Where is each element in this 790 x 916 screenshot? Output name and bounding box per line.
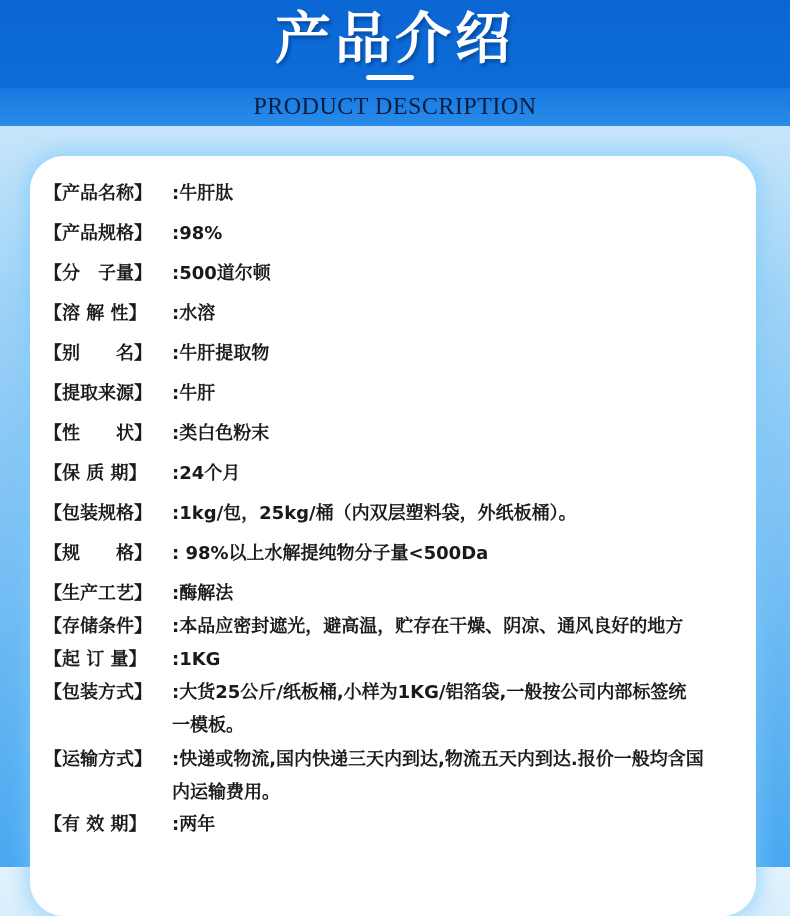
spec-value: :本品应密封遮光，避高温，贮存在干燥、阴凉、通风良好的地方 [172,616,684,637]
spec-value: :大货25公斤/纸板桶,小样为1KG/铝箔袋,一般按公司内部标签统 [172,682,687,703]
spec-value: :500道尔顿 [172,263,271,284]
spec-value-continuation: 一模板。 [172,715,244,736]
spec-row-product-spec [44,217,222,251]
title-underline [366,75,414,80]
spec-row-process [44,577,233,611]
spec-row-packaging-method [44,676,686,710]
spec-value: :牛肝肽 [172,183,234,204]
spec-row-specification [44,537,488,571]
spec-label: 【起 订 量】 [44,649,147,670]
spec-row-appearance [44,417,269,451]
spec-row-solubility [44,297,215,331]
spec-row-storage [44,610,683,644]
spec-row-molecular-weight [44,257,271,291]
spec-value: :1kg/包，25kg/桶（内双层塑料袋，外纸板桶）。 [172,503,577,524]
spec-value: :水溶 [172,303,216,324]
spec-label: 【包装方式】 [44,682,152,703]
page-subtitle: PRODUCT DESCRIPTION [253,94,537,120]
spec-row-alias [44,337,269,371]
spec-row-moq [44,643,220,677]
spec-row-source [44,377,215,411]
spec-label: 【保 质 期】 [44,463,147,484]
spec-value: :快递或物流,国内快递三天内到达,物流五天内到达.报价一般均含国 [172,749,704,770]
spec-row-shipping [44,743,704,777]
spec-label: 【规 格】 [44,543,152,564]
spec-label: 【产品规格】 [44,223,152,244]
spec-value: :1KG [172,649,221,670]
spec-label: 【产品名称】 [44,183,152,204]
page-title: 产品介绍 [275,6,515,72]
spec-label: 【性 状】 [44,423,152,444]
spec-value: :两年 [172,814,216,835]
spec-value: :酶解法 [172,583,234,604]
spec-row-validity [44,808,215,842]
spec-row-shelf-life [44,457,240,491]
spec-label: 【分 子量】 [44,263,152,284]
spec-label: 【包装规格】 [44,503,152,524]
spec-value: :类白色粉末 [172,423,270,444]
spec-label: 【提取来源】 [44,383,152,404]
spec-label: 【别 名】 [44,343,152,364]
spec-value: :24个月 [172,463,241,484]
spec-label: 【存储条件】 [44,616,152,637]
spec-label: 【生产工艺】 [44,583,152,604]
spec-value: :98% [172,223,223,244]
spec-label: 【溶 解 性】 [44,303,147,324]
spec-label: 【运输方式】 [44,749,152,770]
spec-value: : 98%以上水解提纯物分子量<500Da [172,543,489,564]
spec-row-product-name [44,177,233,211]
spec-value: :牛肝提取物 [172,343,270,364]
spec-label: 【有 效 期】 [44,814,147,835]
spec-value-continuation: 内运输费用。 [172,782,280,803]
spec-value: :牛肝 [172,383,216,404]
spec-row-package-spec [44,497,577,531]
